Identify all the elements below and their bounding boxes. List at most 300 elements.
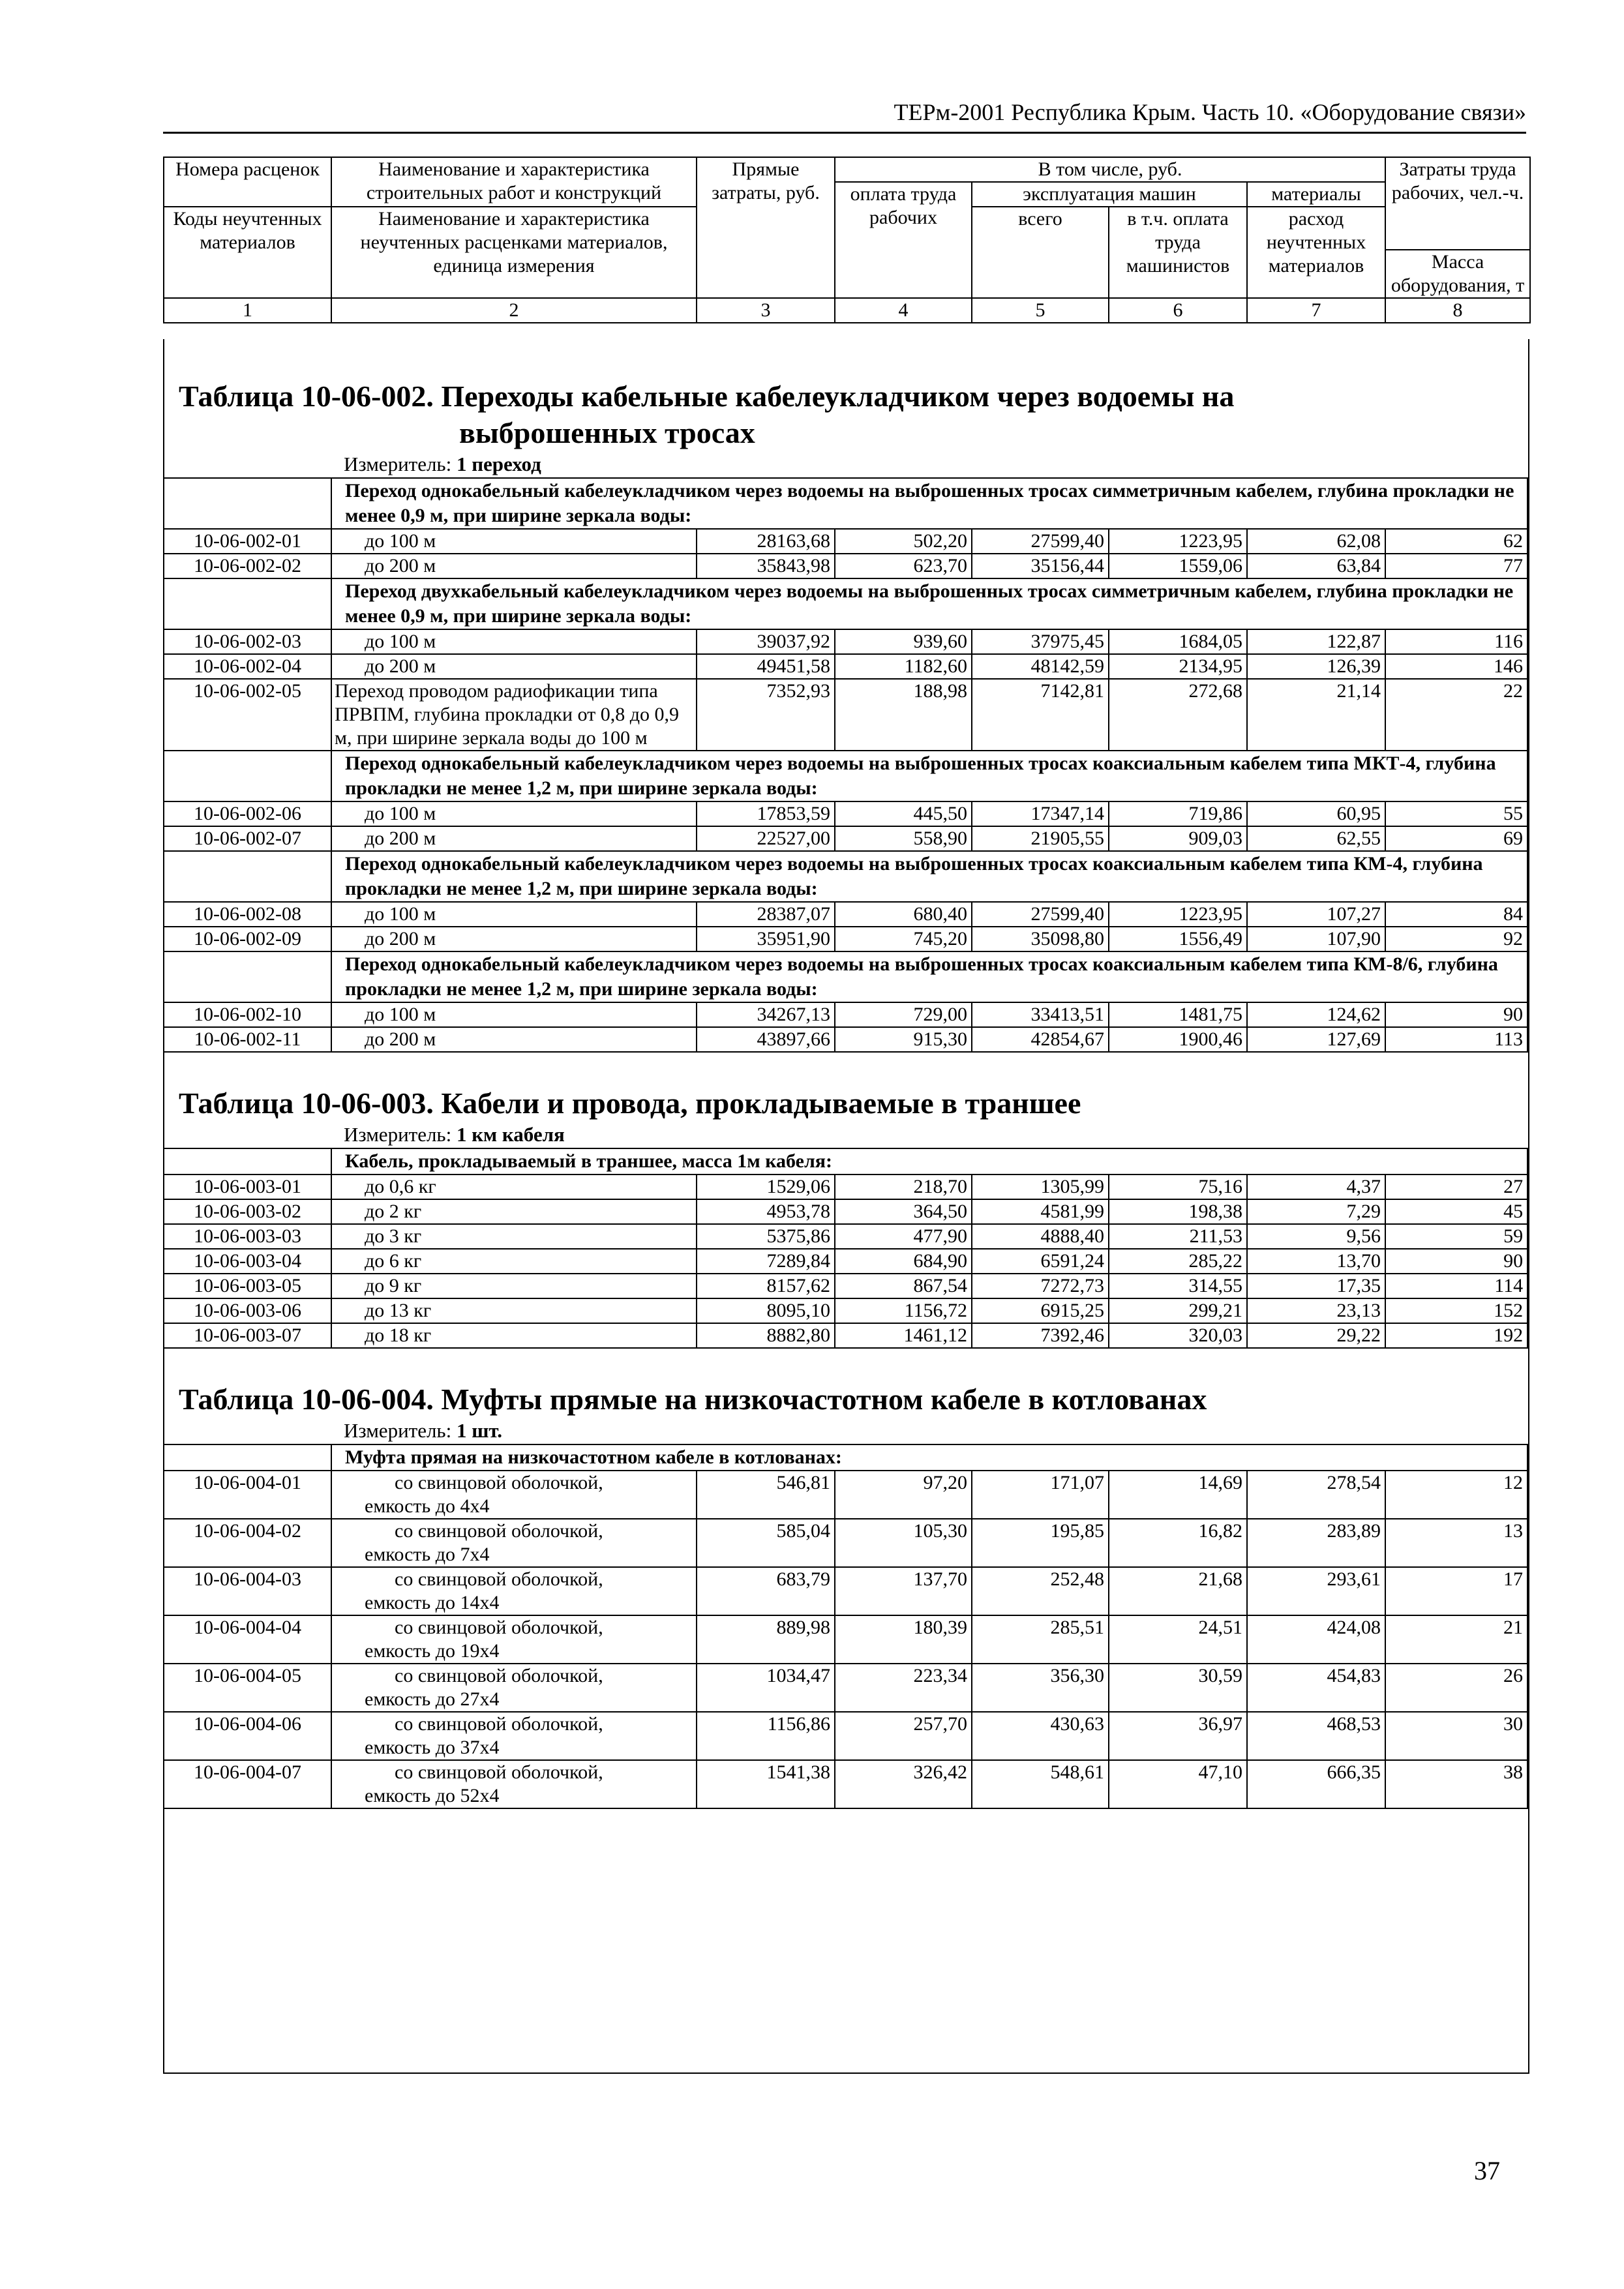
value-c4: 623,70 — [835, 554, 972, 578]
value-c4: 1461,12 — [835, 1323, 972, 1348]
value-c6: 1900,46 — [1109, 1027, 1247, 1052]
rate-code: 10-06-003-02 — [164, 1199, 331, 1224]
value-c6: 909,03 — [1109, 826, 1247, 851]
value-c4: 915,30 — [835, 1027, 972, 1052]
rate-name-text: со свинцовой оболочкой, — [395, 1617, 603, 1638]
rate-code: 10-06-003-03 — [164, 1224, 331, 1249]
rate-name — [331, 1027, 697, 1052]
table-title — [164, 1085, 1528, 1122]
value-c6: 36,97 — [1109, 1712, 1247, 1760]
rate-code: 10-06-002-01 — [164, 529, 331, 554]
value-c5: 7392,46 — [972, 1323, 1109, 1348]
value-c4: 684,90 — [835, 1249, 972, 1274]
value-c7: 124,62 — [1247, 1002, 1385, 1027]
rate-code: 10-06-002-11 — [164, 1027, 331, 1052]
rate-name-text: до 200 м — [365, 1028, 436, 1050]
value-c6: 211,53 — [1109, 1224, 1247, 1249]
rate-name-text: до 13 кг — [365, 1300, 432, 1321]
value-c4: 680,40 — [835, 902, 972, 927]
rate-name — [331, 654, 697, 679]
group-heading-row — [164, 751, 1527, 801]
table-row — [164, 1712, 1527, 1760]
value-c7: 126,39 — [1247, 654, 1385, 679]
header-num: 4 — [835, 298, 972, 323]
rate-name-text: до 9 кг — [365, 1275, 422, 1296]
rate-name-text: Переход проводом радиофикации типа ПРВПМ, глубина прокладки от 0,8 до 0,9 м, при ширине зеркала воды до 100 м — [335, 680, 680, 749]
value-c8: 90 — [1385, 1002, 1527, 1027]
rates-table — [163, 477, 1528, 1053]
header-c8-top: Затраты труда рабочих, чел.-ч. — [1385, 157, 1530, 250]
rate-name-text: до 0,6 кг — [365, 1176, 436, 1197]
header-c5: всего — [972, 207, 1109, 298]
value-c3: 546,81 — [697, 1471, 835, 1519]
header-c7: расход неучтенных материалов — [1247, 207, 1385, 298]
value-c8: 30 — [1385, 1712, 1527, 1760]
value-c4: 326,42 — [835, 1760, 972, 1808]
rate-name-text: до 200 м — [365, 828, 436, 849]
value-c6: 47,10 — [1109, 1760, 1247, 1808]
table-row — [164, 679, 1527, 751]
value-c5: 42854,67 — [972, 1027, 1109, 1052]
value-c5: 356,30 — [972, 1664, 1109, 1712]
value-c7: 62,55 — [1247, 826, 1385, 851]
value-c8: 116 — [1385, 629, 1527, 654]
rate-name-text: до 6 кг — [365, 1250, 422, 1272]
value-c6: 30,59 — [1109, 1664, 1247, 1712]
value-c5: 17347,14 — [972, 801, 1109, 826]
measure-unit — [164, 451, 1528, 477]
value-c5: 548,61 — [972, 1760, 1109, 1808]
value-c5: 195,85 — [972, 1519, 1109, 1567]
value-c7: 424,08 — [1247, 1615, 1385, 1664]
value-c5: 430,63 — [972, 1712, 1109, 1760]
group-heading: Переход однокабельный кабелеукладчиком через водоемы на выброшенных тросах симметричным кабелем, глубина прокладки не менее 0,9 м, при ширине зеркала воды: — [331, 478, 1527, 529]
table-row — [164, 1760, 1527, 1808]
rate-code: 10-06-004-03 — [164, 1567, 331, 1615]
rate-code: 10-06-002-02 — [164, 554, 331, 578]
rate-name-text: со свинцовой оболочкой, — [395, 1472, 603, 1493]
value-c7: 468,53 — [1247, 1712, 1385, 1760]
table-row — [164, 1664, 1527, 1712]
measure-value: 1 переход — [456, 453, 541, 475]
table-row — [164, 801, 1527, 826]
header-c8-bottom: Масса оборудования, т — [1385, 250, 1530, 298]
rate-name-text: емкость до 14х4 — [365, 1592, 500, 1613]
header-c4: оплата труда рабочих — [835, 182, 972, 298]
value-c5: 6591,24 — [972, 1249, 1109, 1274]
value-c5: 7142,81 — [972, 679, 1109, 751]
value-c7: 666,35 — [1247, 1760, 1385, 1808]
header-num: 7 — [1247, 298, 1385, 323]
table-row — [164, 1274, 1527, 1298]
value-c5: 48142,59 — [972, 654, 1109, 679]
rate-name — [331, 629, 697, 654]
group-heading: Переход двухкабельный кабелеукладчиком через водоемы на выброшенных тросах симметричным кабелем, глубина прокладки не менее 0,9 м, при ширине зеркала воды: — [331, 578, 1527, 629]
rate-name-text: емкость до 19х4 — [365, 1640, 500, 1662]
value-c5: 35156,44 — [972, 554, 1109, 578]
rate-name — [331, 1249, 697, 1274]
rate-code: 10-06-004-07 — [164, 1760, 331, 1808]
table-title — [164, 378, 1528, 451]
group-heading-spacer — [164, 1444, 331, 1471]
rate-name — [331, 1519, 697, 1567]
value-c7: 21,14 — [1247, 679, 1385, 751]
value-c8: 13 — [1385, 1519, 1527, 1567]
value-c3: 1156,86 — [697, 1712, 835, 1760]
value-c8: 146 — [1385, 654, 1527, 679]
value-c6: 320,03 — [1109, 1323, 1247, 1348]
rate-name-text: до 100 м — [365, 903, 436, 925]
rate-code: 10-06-002-06 — [164, 801, 331, 826]
value-c7: 63,84 — [1247, 554, 1385, 578]
rate-name-text: со свинцовой оболочкой, — [395, 1713, 603, 1735]
value-c5: 27599,40 — [972, 902, 1109, 927]
rate-name-text: до 200 м — [365, 655, 436, 677]
rate-code: 10-06-004-05 — [164, 1664, 331, 1712]
rate-name-text: до 100 м — [365, 530, 436, 552]
value-c3: 1541,38 — [697, 1760, 835, 1808]
value-c4: 180,39 — [835, 1615, 972, 1664]
rate-name — [331, 1174, 697, 1199]
rate-code: 10-06-003-07 — [164, 1323, 331, 1348]
value-c8: 12 — [1385, 1471, 1527, 1519]
table-row — [164, 902, 1527, 927]
value-c6: 24,51 — [1109, 1615, 1247, 1664]
value-c8: 26 — [1385, 1664, 1527, 1712]
value-c8: 192 — [1385, 1323, 1527, 1348]
column-header-table — [163, 157, 1531, 323]
value-c7: 278,54 — [1247, 1471, 1385, 1519]
table-title-line: Таблица 10-06-003. Кабели и провода, прокладываемые в траншее — [179, 1086, 1081, 1120]
value-c3: 39037,92 — [697, 629, 835, 654]
value-c7: 122,87 — [1247, 629, 1385, 654]
value-c3: 7289,84 — [697, 1249, 835, 1274]
value-c3: 35843,98 — [697, 554, 835, 578]
table-row — [164, 1174, 1527, 1199]
rate-name — [331, 1567, 697, 1615]
group-heading-spacer — [164, 1148, 331, 1174]
rate-name-text: емкость до 52х4 — [365, 1785, 500, 1806]
rate-name — [331, 826, 697, 851]
rate-code: 10-06-004-01 — [164, 1471, 331, 1519]
group-heading: Муфта прямая на низкочастотном кабеле в котлованах: — [331, 1444, 1527, 1471]
rate-name — [331, 902, 697, 927]
rate-code: 10-06-002-08 — [164, 902, 331, 927]
header-c1-bottom: Коды неучтенных материалов — [164, 207, 331, 298]
rate-code: 10-06-002-10 — [164, 1002, 331, 1027]
header-num: 1 — [164, 298, 331, 323]
rate-name-text: до 18 кг — [365, 1324, 432, 1346]
table-row — [164, 1298, 1527, 1323]
rate-code: 10-06-002-09 — [164, 927, 331, 951]
table-row — [164, 1519, 1527, 1567]
value-c4: 137,70 — [835, 1567, 972, 1615]
value-c4: 745,20 — [835, 927, 972, 951]
value-c5: 7272,73 — [972, 1274, 1109, 1298]
value-c7: 23,13 — [1247, 1298, 1385, 1323]
value-c4: 558,90 — [835, 826, 972, 851]
rate-name — [331, 1274, 697, 1298]
value-c8: 59 — [1385, 1224, 1527, 1249]
value-c4: 477,90 — [835, 1224, 972, 1249]
rate-name — [331, 1224, 697, 1249]
value-c6: 16,82 — [1109, 1519, 1247, 1567]
value-c8: 152 — [1385, 1298, 1527, 1323]
value-c4: 364,50 — [835, 1199, 972, 1224]
value-c4: 257,70 — [835, 1712, 972, 1760]
header-num: 2 — [331, 298, 697, 323]
value-c5: 33413,51 — [972, 1002, 1109, 1027]
header-c6: в т.ч. оплата труда машинистов — [1109, 207, 1247, 298]
value-c3: 34267,13 — [697, 1002, 835, 1027]
value-c3: 889,98 — [697, 1615, 835, 1664]
running-header: ТЕРм-2001 Республика Крым. Часть 10. «Оборудование связи» — [163, 98, 1526, 134]
header-num: 6 — [1109, 298, 1247, 323]
header-machines: эксплуатация машин — [972, 182, 1247, 207]
value-c5: 21905,55 — [972, 826, 1109, 851]
value-c3: 683,79 — [697, 1567, 835, 1615]
value-c3: 17853,59 — [697, 801, 835, 826]
value-c3: 7352,93 — [697, 679, 835, 751]
value-c4: 502,20 — [835, 529, 972, 554]
value-c3: 1529,06 — [697, 1174, 835, 1199]
value-c7: 13,70 — [1247, 1249, 1385, 1274]
value-c5: 4888,40 — [972, 1224, 1109, 1249]
value-c3: 35951,90 — [697, 927, 835, 951]
rate-name-text: со свинцовой оболочкой, — [395, 1520, 603, 1542]
table-row — [164, 629, 1527, 654]
header-number-row — [164, 298, 1530, 323]
value-c3: 22527,00 — [697, 826, 835, 851]
value-c6: 1481,75 — [1109, 1002, 1247, 1027]
value-c8: 92 — [1385, 927, 1527, 951]
value-c7: 293,61 — [1247, 1567, 1385, 1615]
rate-name — [331, 1760, 697, 1808]
rate-name — [331, 1323, 697, 1348]
rate-code: 10-06-002-03 — [164, 629, 331, 654]
rate-name — [331, 1199, 697, 1224]
value-c6: 21,68 — [1109, 1567, 1247, 1615]
table-row — [164, 1471, 1527, 1519]
header-num: 8 — [1385, 298, 1530, 323]
measure-unit — [164, 1418, 1528, 1444]
rate-name-text: до 3 кг — [365, 1225, 422, 1247]
rate-name — [331, 1471, 697, 1519]
value-c7: 60,95 — [1247, 801, 1385, 826]
value-c5: 27599,40 — [972, 529, 1109, 554]
value-c6: 719,86 — [1109, 801, 1247, 826]
value-c6: 1556,49 — [1109, 927, 1247, 951]
value-c6: 272,68 — [1109, 679, 1247, 751]
value-c3: 5375,86 — [697, 1224, 835, 1249]
rate-name — [331, 927, 697, 951]
measure-value: 1 шт. — [456, 1419, 503, 1442]
table-row — [164, 927, 1527, 951]
table-row — [164, 1615, 1527, 1664]
rate-name — [331, 554, 697, 578]
value-c7: 4,37 — [1247, 1174, 1385, 1199]
rate-code: 10-06-004-06 — [164, 1712, 331, 1760]
rate-name — [331, 1002, 697, 1027]
value-c8: 55 — [1385, 801, 1527, 826]
value-c3: 43897,66 — [697, 1027, 835, 1052]
table-row — [164, 1027, 1527, 1052]
table-row — [164, 826, 1527, 851]
rate-name — [331, 1712, 697, 1760]
value-c8: 113 — [1385, 1027, 1527, 1052]
value-c6: 1559,06 — [1109, 554, 1247, 578]
value-c3: 8095,10 — [697, 1298, 835, 1323]
header-c2-top: Наименование и характеристика строительных работ и конструкций — [331, 157, 697, 207]
group-heading-row — [164, 851, 1527, 902]
header-c3: Прямые затраты, руб. — [697, 157, 835, 298]
rate-name-text: со свинцовой оболочкой, — [395, 1761, 603, 1783]
value-c7: 283,89 — [1247, 1519, 1385, 1567]
document-body — [163, 339, 1529, 2074]
value-c3: 585,04 — [697, 1519, 835, 1567]
rate-name-text: до 100 м — [365, 1004, 436, 1025]
rate-code: 10-06-002-05 — [164, 679, 331, 751]
rate-code: 10-06-002-07 — [164, 826, 331, 851]
group-heading-spacer — [164, 478, 331, 529]
rates-table — [163, 1148, 1528, 1349]
group-heading-spacer — [164, 578, 331, 629]
value-c4: 218,70 — [835, 1174, 972, 1199]
rate-code: 10-06-004-02 — [164, 1519, 331, 1567]
value-c3: 49451,58 — [697, 654, 835, 679]
value-c3: 28387,07 — [697, 902, 835, 927]
group-heading: Переход однокабельный кабелеукладчиком через водоемы на выброшенных тросах коаксиальным кабелем типа КМ-4, глубина прокладки не менее 1,2 м, при ширине зеркала воды: — [331, 851, 1527, 902]
value-c3: 8157,62 — [697, 1274, 835, 1298]
value-c8: 90 — [1385, 1249, 1527, 1274]
value-c6: 75,16 — [1109, 1174, 1247, 1199]
value-c4: 1182,60 — [835, 654, 972, 679]
value-c6: 1223,95 — [1109, 529, 1247, 554]
table-title-line: Таблица 10-06-004. Муфты прямые на низкочастотном кабеле в котлованах — [179, 1383, 1207, 1416]
value-c5: 1305,99 — [972, 1174, 1109, 1199]
value-c7: 7,29 — [1247, 1199, 1385, 1224]
rate-name-text: емкость до 37х4 — [365, 1737, 500, 1758]
rate-name-text: со свинцовой оболочкой, — [395, 1568, 603, 1590]
table-row — [164, 1199, 1527, 1224]
header-num: 3 — [697, 298, 835, 323]
value-c4: 223,34 — [835, 1664, 972, 1712]
value-c6: 1223,95 — [1109, 902, 1247, 927]
group-heading-row — [164, 578, 1527, 629]
value-c4: 867,54 — [835, 1274, 972, 1298]
table-row — [164, 1567, 1527, 1615]
rate-name — [331, 801, 697, 826]
value-c5: 35098,80 — [972, 927, 1109, 951]
table-title-line: Таблица 10-06-002. Переходы кабельные кабелеукладчиком через водоемы на — [179, 380, 1235, 413]
table-row — [164, 554, 1527, 578]
value-c8: 84 — [1385, 902, 1527, 927]
group-heading-spacer — [164, 951, 331, 1002]
rate-name — [331, 679, 697, 751]
table-row — [164, 1002, 1527, 1027]
rate-code: 10-06-003-06 — [164, 1298, 331, 1323]
rate-code: 10-06-003-04 — [164, 1249, 331, 1274]
header-materials: материалы — [1247, 182, 1385, 207]
group-heading: Кабель, прокладываемый в траншее, масса 1м кабеля: — [331, 1148, 1527, 1174]
value-c6: 314,55 — [1109, 1274, 1247, 1298]
value-c7: 9,56 — [1247, 1224, 1385, 1249]
group-heading: Переход однокабельный кабелеукладчиком через водоемы на выброшенных тросах коаксиальным кабелем типа МКТ-4, глубина прокладки не менее 1,2 м, при ширине зеркала воды: — [331, 751, 1527, 801]
value-c4: 729,00 — [835, 1002, 972, 1027]
rate-code: 10-06-003-05 — [164, 1274, 331, 1298]
table-row — [164, 1249, 1527, 1274]
table-row — [164, 654, 1527, 679]
group-heading-row — [164, 478, 1527, 529]
value-c5: 6915,25 — [972, 1298, 1109, 1323]
value-c7: 17,35 — [1247, 1274, 1385, 1298]
value-c8: 77 — [1385, 554, 1527, 578]
value-c4: 188,98 — [835, 679, 972, 751]
rate-code: 10-06-004-04 — [164, 1615, 331, 1664]
value-c5: 285,51 — [972, 1615, 1109, 1664]
value-c8: 17 — [1385, 1567, 1527, 1615]
value-c6: 299,21 — [1109, 1298, 1247, 1323]
header-incl: В том числе, руб. — [835, 157, 1385, 182]
value-c5: 4581,99 — [972, 1199, 1109, 1224]
column-header — [163, 157, 1529, 323]
rate-code: 10-06-002-04 — [164, 654, 331, 679]
value-c7: 107,90 — [1247, 927, 1385, 951]
rate-name-text: до 100 м — [365, 803, 436, 824]
group-heading-row — [164, 1444, 1527, 1471]
value-c6: 1684,05 — [1109, 629, 1247, 654]
table-row — [164, 529, 1527, 554]
header-c1-top: Номера расценок — [164, 157, 331, 207]
value-c8: 62 — [1385, 529, 1527, 554]
header-num: 5 — [972, 298, 1109, 323]
value-c8: 21 — [1385, 1615, 1527, 1664]
value-c3: 28163,68 — [697, 529, 835, 554]
table-row — [164, 1323, 1527, 1348]
value-c4: 97,20 — [835, 1471, 972, 1519]
rate-name-text: до 100 м — [365, 631, 436, 652]
rate-name — [331, 1298, 697, 1323]
rate-name-text: емкость до 4х4 — [365, 1495, 490, 1517]
value-c3: 8882,80 — [697, 1323, 835, 1348]
group-heading-row — [164, 1148, 1527, 1174]
value-c8: 69 — [1385, 826, 1527, 851]
value-c4: 939,60 — [835, 629, 972, 654]
group-heading-spacer — [164, 851, 331, 902]
measure-label: Измеритель: — [344, 453, 452, 475]
value-c8: 38 — [1385, 1760, 1527, 1808]
value-c5: 171,07 — [972, 1471, 1109, 1519]
value-c7: 62,08 — [1247, 529, 1385, 554]
value-c6: 2134,95 — [1109, 654, 1247, 679]
rate-code: 10-06-003-01 — [164, 1174, 331, 1199]
measure-label: Измеритель: — [344, 1419, 452, 1442]
header-c2-bottom: Наименование и характеристика неучтенных расценками материалов, единица измерения — [331, 207, 697, 298]
rate-name-text: емкость до 27х4 — [365, 1688, 500, 1710]
page-number: 37 — [1474, 2156, 1500, 2185]
value-c7: 127,69 — [1247, 1027, 1385, 1052]
value-c4: 445,50 — [835, 801, 972, 826]
rate-name — [331, 1664, 697, 1712]
value-c7: 29,22 — [1247, 1323, 1385, 1348]
group-heading-row — [164, 951, 1527, 1002]
table-title — [164, 1381, 1528, 1418]
value-c8: 114 — [1385, 1274, 1527, 1298]
table-row — [164, 1224, 1527, 1249]
value-c8: 22 — [1385, 679, 1527, 751]
measure-label: Измеритель: — [344, 1123, 452, 1146]
value-c6: 198,38 — [1109, 1199, 1247, 1224]
